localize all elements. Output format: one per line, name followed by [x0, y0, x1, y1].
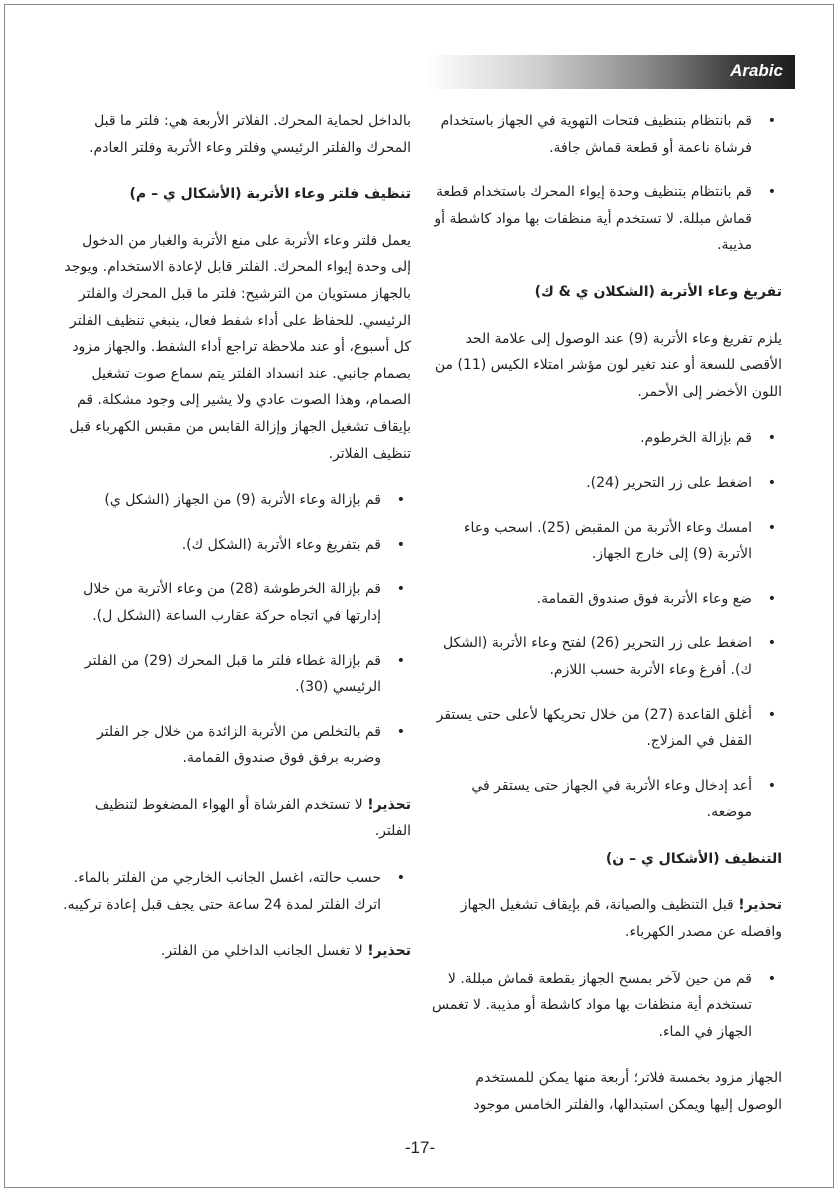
section-heading-empty: تفريغ وعاء الأتربة (الشكلان ي & ك) [534, 283, 782, 300]
page-number: -17- [404, 1138, 436, 1157]
section-heading-cleaning: التنظيف (الأشكال ي – ن) [605, 850, 782, 867]
warning-text: قبل التنظيف والصيانة، قم بإيقاف تشغيل الجهاز وافصله عن مصدر الكهرباء. [460, 897, 782, 941]
list-item: • قم من حين لآخر بمسح الجهاز بقطعة قماش مبللة. لا تستخدم أية منظفات بها مواد كاشطة أو مذيبة. لا تغمس الجهاز في الماء. [430, 966, 782, 1046]
bullet-icon: • [767, 706, 776, 723]
list-item: • امسك وعاء الأتربة من المقبض (25). اسحب وعاء الأتربة (9) إلى خارج الجهاز. [430, 515, 782, 568]
warning-text: لا تغسل الجانب الداخلي من الفلتر. [160, 943, 363, 960]
section-heading-filter-cleaning: تنظيف فلتر وعاء الأتربة (الأشكال ي – م) [129, 186, 411, 203]
list-item: • قم بإزالة الخرطوم. [430, 425, 782, 452]
list-item: • قم بانتظام بتنظيف فتحات التهوية في الجهاز باستخدام فرشاة ناعمة أو قطعة قماش جافة. [430, 108, 782, 161]
list-item: • قم بالتخلص من الأتربة الزائدة من خلال جر الفلتر وضربه برفق فوق صندوق القمامة. [58, 719, 411, 772]
language-label: Arabic [730, 61, 783, 80]
filter-warning [58, 792, 411, 845]
empty-paragraph: يلزم تفريغ وعاء الأتربة (9) عند الوصول إلى علامة الحد الأقصى للسعة أو عند تغير لون مؤشر امتلاء الكيس (11) من اللون الأخضر إلى الأحمر. [434, 330, 782, 400]
empty-steps-list [430, 425, 782, 826]
list-item: • أغلق القاعدة (27) من خلال تحريكها لأعلى حتى يستقر القفل في المزلاج. [430, 702, 782, 755]
bullet-icon: • [767, 590, 776, 607]
inner-wash-warning [58, 938, 411, 965]
list-item: • اضغط على زر التحرير (26) لفتح وعاء الأتربة (الشكل ك). أفرغ وعاء الأتربة حسب اللازم. [430, 630, 782, 683]
bullet-icon: • [767, 474, 776, 491]
list-item: • قم بإزالة غطاء فلتر ما قبل المحرك (29) من الفلتر الرئيسي (30). [58, 648, 411, 701]
wash-bullet-list [58, 865, 411, 918]
language-banner [425, 55, 795, 89]
bullet-icon: • [767, 519, 776, 536]
bullet-icon: • [767, 184, 776, 201]
filters-paragraph: الجهاز مزود بخمسة فلاتر؛ أربعة منها يمكن للمستخدم الوصول إليها ويمكن استبدالها، والفلتر الخامس موجود [473, 1070, 782, 1114]
warning-label: تحذير! [367, 796, 411, 813]
list-item: • اضغط على زر التحرير (24). [430, 470, 782, 497]
bullet-icon: • [396, 536, 405, 553]
filter-paragraph: يعمل فلتر وعاء الأتربة على منع الأتربة والغبار من الدخول إلى وحدة إيواء المحرك. الفلتر قابل لإعادة الاستخدام. ويوجد بالجهاز مستويان من الترشيح: فلتر ما قبل المحرك والفلتر الرئيسي. للحفاظ على أداء شفط فعال، ينبغي تنظيف الفلتر كل أسبوع، أو عند ملاحظة تراجع أداء الشفط. والجهاز مزود بصمام جانبي. عند انسداد الفلتر يتم سماع صوت تشغيل الصمام، وهذا الصوت عادي ولا يشير إلى وجود مشكلة. قم بإيقاف تشغيل الجهاز وإزالة القابس من مقبس الكهرباء قبل تنظيف الفلاتر. [64, 232, 411, 462]
cleaning-bullet-list [430, 966, 782, 1046]
bullet-icon: • [396, 870, 405, 887]
bullet-icon: • [396, 492, 405, 509]
filters-paragraph-continued: بالداخل لحماية المحرك. الفلاتر الأربعة هي: فلتر ما قبل المحرك والفلتر الرئيسي وفلتر وعاء الأتربة وفلتر العادم. [89, 113, 411, 156]
bullet-icon: • [396, 581, 405, 598]
warning-label: تحذير! [367, 943, 411, 960]
list-item: • ضع وعاء الأتربة فوق صندوق القمامة. [430, 586, 782, 613]
bullet-icon: • [767, 113, 776, 129]
right-column [430, 108, 782, 1139]
bullet-icon: • [767, 777, 776, 794]
bullet-icon: • [396, 652, 405, 669]
bullet-icon: • [767, 635, 776, 652]
list-item: • حسب حالته، اغسل الجانب الخارجي من الفلتر بالماء. اترك الفلتر لمدة 24 ساعة حتى يجف قبل إعادة تركيبه. [58, 865, 411, 918]
bullet-icon: • [396, 723, 405, 740]
intro-bullet-list [430, 108, 782, 259]
bullet-icon: • [767, 970, 776, 987]
filter-steps-list [58, 487, 411, 772]
warning-text: لا تستخدم الفرشاة أو الهواء المضغوط لتنظيف الفلتر. [94, 796, 411, 840]
list-item: • قم بانتظام بتنظيف وحدة إيواء المحرك باستخدام قطعة قماش مبللة. لا تستخدم أية منظفات بها مواد كاشطة أو مذيبة. [430, 179, 782, 259]
list-item: • قم بإزالة وعاء الأتربة (9) من الجهاز (الشكل ي) [58, 487, 411, 514]
list-item: • قم بإزالة الخرطوشة (28) من وعاء الأتربة من خلال إدارتها في اتجاه حركة عقارب الساعة (الشكل ل). [58, 576, 411, 629]
cleaning-warning [430, 892, 782, 945]
bullet-icon: • [767, 430, 776, 447]
warning-label: تحذير! [738, 897, 782, 914]
left-column [58, 108, 411, 985]
list-item: • أعد إدخال وعاء الأتربة في الجهاز حتى يستقر في موضعه. [430, 773, 782, 826]
list-item: • قم بتفريغ وعاء الأتربة (الشكل ك). [58, 532, 411, 559]
